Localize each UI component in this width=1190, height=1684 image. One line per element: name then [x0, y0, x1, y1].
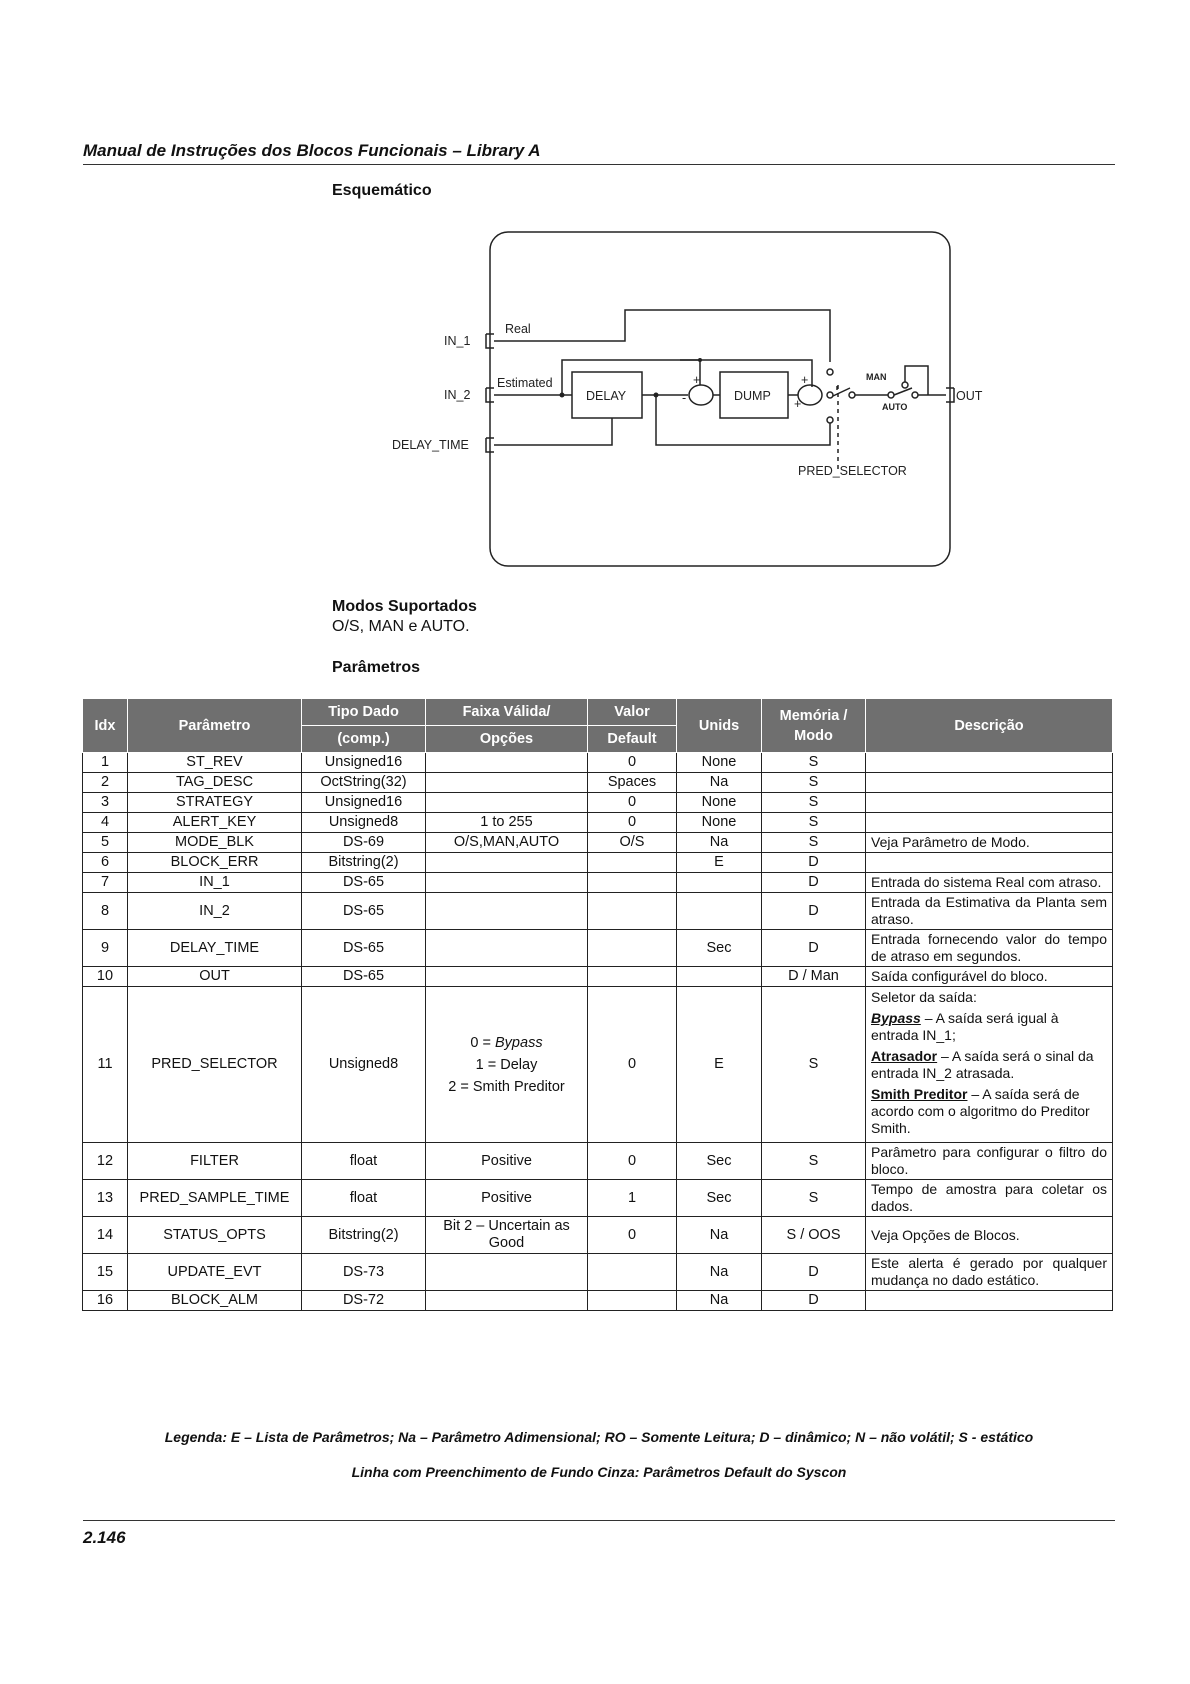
header-range-2: Opções — [426, 726, 588, 753]
header-range-1: Faixa Válida/ — [426, 699, 588, 726]
sum-junction-2 — [798, 385, 822, 405]
table-row: 7 IN_1 DS-65 D Entrada do sistema Real com atraso. — [83, 873, 1113, 893]
parameters-table — [82, 698, 1113, 1311]
header-mem — [762, 699, 866, 753]
in1-label: IN_1 — [444, 334, 471, 348]
document-header-title: Manual de Instruções dos Blocos Funcionais – Library A — [83, 141, 541, 160]
man-contact — [902, 382, 908, 388]
modes-title: Modos Suportados — [332, 598, 477, 615]
header-default-1: Valor — [588, 699, 677, 726]
header-idx: Idx — [83, 699, 128, 753]
table-row: 9 DELAY_TIME DS-65 Sec D Entrada fornecendo valor do tempo de atraso em segundos. — [83, 930, 1113, 967]
table-row: 5 MODE_BLK DS-69 O/S,MAN,AUTO O/S Na S Veja Parâmetro de Modo. — [83, 833, 1113, 853]
table-row: 16 BLOCK_ALM DS-72 Na D — [83, 1291, 1113, 1311]
legend-line-2: Linha com Preenchimento de Fundo Cinza: Parâmetros Default do Syscon — [351, 1464, 847, 1480]
auto-label: AUTO — [882, 402, 908, 412]
sum-junction-1 — [689, 385, 713, 405]
table-row: 10 OUT DS-65 D / Man Saída configurável do bloco. — [83, 967, 1113, 987]
man-auto-switch-arm — [894, 388, 912, 395]
table-row: 12 FILTER float Positive 0 Sec S Parâmetro para configurar o filtro do bloco. — [83, 1143, 1113, 1180]
table-row: 8 IN_2 DS-65 D Entrada da Estimativa da Planta sem atraso. — [83, 893, 1113, 930]
estimated-label: Estimated — [497, 376, 553, 390]
page-number: 2.146 — [83, 1528, 126, 1547]
table-row: 6 BLOCK_ERR Bitstring(2) E D — [83, 853, 1113, 873]
sum2-plus-sign-top: + — [801, 373, 809, 387]
header-units: Unids — [677, 699, 762, 753]
delay-block-label: DELAY — [586, 389, 627, 403]
selector-switch-arm — [833, 388, 850, 396]
schematic-title: Esquemático — [332, 182, 432, 199]
header-mem-2: Modo — [794, 727, 833, 744]
real-signal-line — [494, 310, 830, 362]
delay-time-label: DELAY_TIME — [392, 438, 469, 452]
man-label: MAN — [866, 372, 887, 382]
schematic-diagram — [380, 220, 1020, 580]
footer-rule — [83, 1520, 1115, 1521]
table-row: 2 TAG_DESC OctString(32) Spaces Na S — [83, 773, 1113, 793]
table-row: 14 STATUS_OPTS Bitstring(2) Bit 2 – Uncertain as Good 0 Na S / OOS Veja Opções de Blocos. — [83, 1217, 1113, 1254]
table-row: 11 PRED_SELECTOR Unsigned8 0 = Bypass 1 = Delay 2 = Smith Preditor 0 E S Seletor da saída: Bypass – A saída será igual à entrada IN_1; Atrasador – A saída será o sinal da entrada IN_2 atrasada. Smith Preditor – A saída será de acordo com o algoritmo do Preditor Smith. — [83, 987, 1113, 1143]
selector-common-contact — [849, 392, 855, 398]
table-row: 13 PRED_SAMPLE_TIME float Positive 1 Sec S Tempo de amostra para coletar os dados. — [83, 1180, 1113, 1217]
header-default-2: Default — [588, 726, 677, 753]
header-desc: Descrição — [866, 699, 1113, 753]
out-label: OUT — [956, 389, 983, 403]
header-type-1: Tipo Dado — [302, 699, 426, 726]
table-row: 15 UPDATE_EVT DS-73 Na D Este alerta é gerado por qualquer mudança no dado estático. — [83, 1254, 1113, 1291]
selector-contact-real — [827, 369, 833, 375]
man-bypass-line — [905, 366, 928, 395]
in2-label: IN_2 — [444, 388, 471, 402]
modes-text: O/S, MAN e AUTO. — [332, 618, 470, 635]
params-title: Parâmetros — [332, 659, 421, 676]
auto-contact-right — [912, 392, 918, 398]
selector-contact-delay — [827, 417, 833, 423]
selector-contact-sum — [827, 392, 833, 398]
estimated-branch-to-sum1 — [562, 360, 700, 395]
header-type-2: (comp.) — [302, 726, 426, 753]
pred-selector-label: PRED_SELECTOR — [798, 464, 907, 478]
sum1-minus-sign: - — [682, 391, 687, 405]
header-param: Parâmetro — [128, 699, 302, 753]
table-row: 4 ALERT_KEY Unsigned8 1 to 255 0 None S — [83, 813, 1113, 833]
header-mem-1: Memória / — [779, 707, 848, 724]
table-row: 1 ST_REV Unsigned16 0 None S — [83, 753, 1113, 773]
header-rule — [83, 164, 1115, 165]
auto-contact-left — [888, 392, 894, 398]
sum1-plus-sign: + — [693, 373, 701, 387]
dump-block-label: DUMP — [734, 389, 771, 403]
real-label: Real — [505, 322, 531, 336]
delay-time-line — [494, 418, 612, 445]
sum2-plus-sign-bottom: + — [794, 397, 802, 411]
legend-line-1: Legenda: E – Lista de Parâmetros; Na – Parâmetro Adimensional; RO – Somente Leitura; D – dinâmico; N – não volátil; S - estático — [164, 1429, 1034, 1445]
table-row: 3 STRATEGY Unsigned16 0 None S — [83, 793, 1113, 813]
